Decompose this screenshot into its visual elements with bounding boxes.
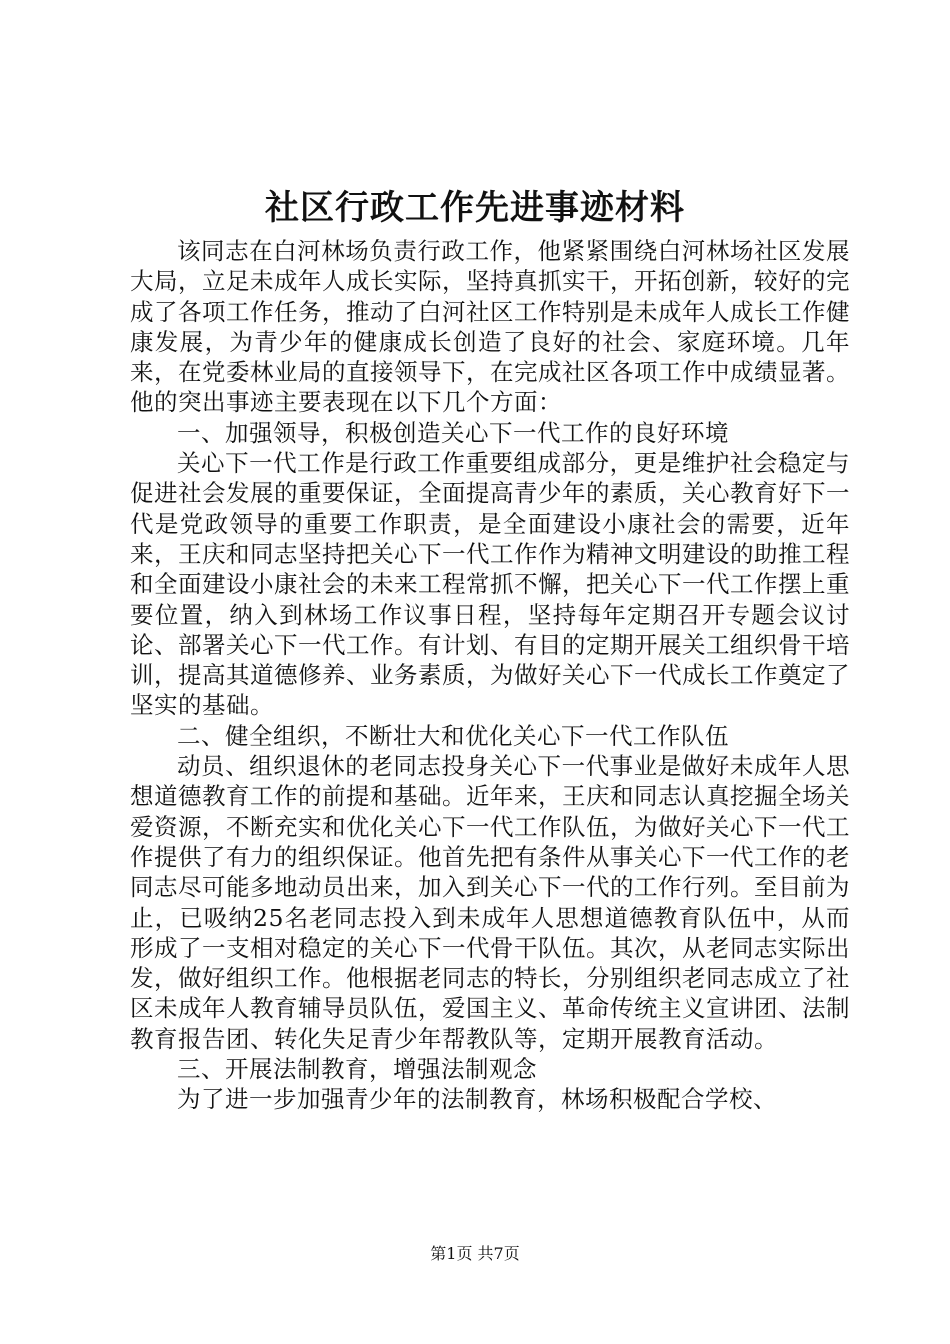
paragraph-section-1: 关心下一代工作是行政工作重要组成部分，更是维护社会稳定与促进社会发展的重要保证，全面提高青少年的素质，关心教育好下一代是党政领导的重要工作职责，是全面建设小康社会的需要，近年来，王庆和同志坚持把关心下一代工作作为精神文明建设的助推工程和全面建设小康社会的未来工程常抓不懈，把关心下一代工作摆上重要位置，纳入到林场工作议事日程，坚持每年定期召开专题会议讨论、部署关心下一代工作。有计划、有目的定期开展关工组织骨干培训，提高其道德修养、业务素质，为做好关心下一代成长工作奠定了坚实的基础。 bbox=[130, 449, 850, 720]
paragraph-intro: 该同志在白河林场负责行政工作，他紧紧围绕白河林场社区发展大局，立足未成年人成长实际，坚持真抓实干，开拓创新，较好的完成了各项工作任务，推动了白河社区工作特别是未成年人成长工作健康发展，为青少年的健康成长创造了良好的社会、家庭环境。几年来，在党委林业局的直接领导下，在完成社区各项工作中成绩显著。他的突出事迹主要表现在以下几个方面： bbox=[130, 237, 850, 417]
paragraph-section-3: 为了进一步加强青少年的法制教育，林场积极配合学校、 bbox=[177, 1085, 777, 1114]
document-title: 社区行政工作先进事迹材料 bbox=[265, 188, 685, 228]
paragraph-section-2: 动员、组织退休的老同志投身关心下一代事业是做好未成年人思想道德教育工作的前提和基础。近年来，王庆和同志认真挖掘全场关爱资源，不断充实和优化关心下一代工作队伍，为做好关心下一代工作提供了有力的组织保证。他首先把有条件从事关心下一代工作的老同志尽可能多地动员出来，加入到关心下一代的工作行列。至目前为止，已吸纳25名老同志投入到未成年人思想道德教育队伍中，从而形成了一支相对稳定的关心下一代骨干队伍。其次，从老同志实际出发，做好组织工作。他根据老同志的特长，分别组织老同志成立了社区未成年人教育辅导员队伍，爱国主义、革命传统主义宣讲团、法制教育报告团、转化失足青少年帮教队等，定期开展教育活动。 bbox=[130, 752, 850, 1053]
section-heading-1: 一、加强领导，积极创造关心下一代工作的良好环境 bbox=[177, 418, 729, 447]
page-footer: 第1页 共7页 bbox=[430, 1244, 520, 1263]
section-heading-2: 二、健全组织，不断壮大和优化关心下一代工作队伍 bbox=[177, 721, 729, 750]
document-body bbox=[130, 236, 850, 1115]
section-heading-3: 三、开展法制教育，增强法制观念 bbox=[177, 1055, 537, 1084]
